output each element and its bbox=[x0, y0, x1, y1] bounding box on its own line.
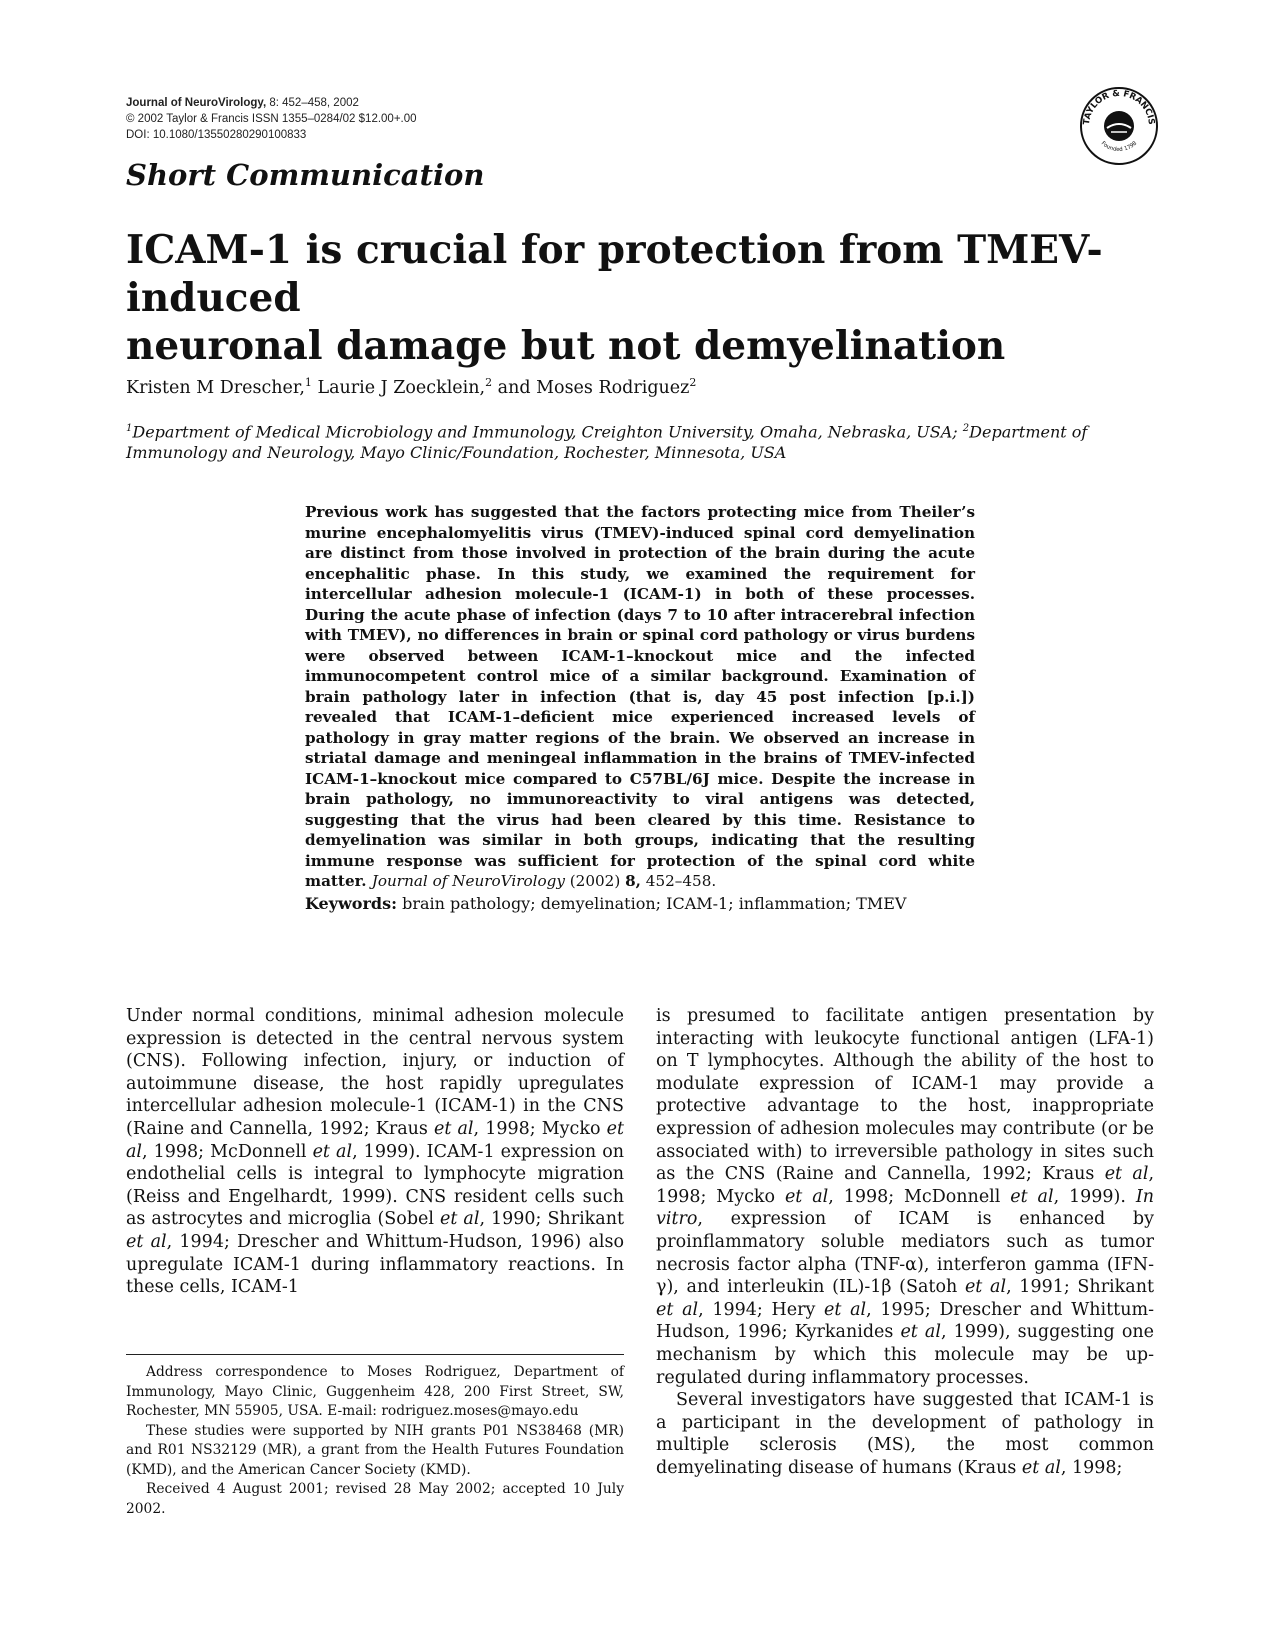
et-al: et al bbox=[656, 1299, 699, 1320]
body-text: , 1998; McDonnell bbox=[142, 1141, 313, 1162]
body-text: , 1999). ICAM-1 expression on endothelial cells is integral to lymphocyte migration (Reiss and Engelhardt, 1999). CNS resident cells such as astrocytes and microglia (Sobel bbox=[126, 1141, 625, 1230]
abstract-cite-volume: 8, bbox=[625, 872, 641, 890]
title-line-1: ICAM-1 is crucial for protection from TMEV-induced bbox=[126, 227, 1103, 321]
et-al: et al bbox=[1021, 1457, 1061, 1478]
keywords-label: Keywords: bbox=[305, 894, 398, 913]
footnotes bbox=[126, 1363, 624, 1519]
journal-name: Journal of NeuroVirology, bbox=[126, 97, 267, 109]
body-text: , 1998; McDonnell bbox=[828, 1186, 1011, 1207]
body-text: , expression of ICAM is enhanced by proinflammatory soluble mediators such as tumor necrosis factor alpha (TNF-α), interferon gamma (IFN-γ), and interleukin (IL)-1β (Satoh bbox=[656, 1209, 1154, 1298]
copyright-line: © 2002 Taylor & Francis ISSN 1355–0284/02 $12.00+.00 bbox=[126, 113, 417, 125]
body-column-left bbox=[126, 1005, 624, 1299]
abstract-text: Previous work has suggested that the factors protecting mice from Theiler’s murine encephalomyelitis virus (TMEV)-induced spinal cord demyelination are distinct from those involved in protection of the brain during the acute encephalitic phase. In this study, we examined the requirement for intercellular adhesion molecule-1 (ICAM-1) in both of these processes. During the acute phase of infection (days 7 to 10 after intracerebral infection with TMEV), no differences in brain or spinal cord pathology or virus burdens were observed between ICAM-1–knockout mice and the infected immunocompetent control mice of a similar background. Examination of brain pathology later in infection (that is, day 45 post infection [p.i.]) revealed that ICAM-1–deficient mice experienced increased levels of pathology in gray matter regions of the brain. We observed an increase in striatal damage and meningeal inflammation in the brains of TMEV-infected ICAM-1–knockout mice compared to C57BL/6J mice. Despite the increase in brain pathology, no immunoreactivity to viral antigens was detected, suggesting that the virus had been cleared by this time. Resistance to demyelination was similar in both groups, indicating that the resulting immune response was sufficient for protection of the spinal cord white matter. bbox=[305, 503, 975, 890]
intro-paragraph-2 bbox=[656, 1389, 1154, 1479]
section-label: Short Communication bbox=[126, 158, 485, 192]
affiliation-2: Department of Immunology and Neurology, Mayo Clinic/Foundation, Rochester, Minnesota, USA bbox=[126, 422, 1088, 463]
et-al: et al bbox=[784, 1186, 829, 1207]
journal-citation bbox=[126, 95, 417, 111]
publisher-logo bbox=[1078, 85, 1160, 167]
author-2: Laurie J Zoecklein, bbox=[311, 377, 486, 398]
et-al: et al bbox=[964, 1277, 1007, 1298]
journal-header bbox=[126, 95, 417, 143]
author-1-affiliation: 1 bbox=[304, 376, 312, 389]
et-al: et al bbox=[900, 1322, 941, 1343]
et-al: et al bbox=[126, 1231, 167, 1252]
body-text: , 1994; Drescher and Whittum-Hudson, 1996) also upregulate ICAM-1 during inflammatory reactions. In these cells, ICAM-1 bbox=[126, 1231, 625, 1298]
logo-founded-text: Founded 1798 bbox=[1099, 140, 1139, 154]
body-text: , 1994; Hery bbox=[698, 1299, 825, 1320]
abstract-citation bbox=[372, 872, 716, 890]
author-1: Kristen M Drescher, bbox=[126, 377, 305, 398]
abstract-cite-year: (2002) bbox=[564, 872, 626, 890]
body-text: , 1999), suggesting one mechanism by which this molecule may be up-regulated during inflammatory processes. bbox=[656, 1322, 1154, 1388]
logo-publisher-text: TAYLOR & FRANCIS bbox=[1081, 88, 1157, 126]
abstract-cite-journal: Journal of NeuroVirology bbox=[371, 872, 565, 890]
et-al: et al bbox=[312, 1141, 353, 1162]
doi-line: DOI: 10.1080/13550280290100833 bbox=[126, 129, 307, 141]
author-2-affiliation: 2 bbox=[485, 376, 493, 389]
body-text: , 1995; Drescher and Whittum-Hudson, 1996; Kyrkanides bbox=[656, 1299, 1154, 1343]
affiliation-1-marker: 1 bbox=[126, 423, 133, 434]
in-vitro: In vitro bbox=[656, 1186, 1155, 1230]
affiliation-2-marker: 2 bbox=[962, 423, 970, 434]
body-text: , 1991; Shrikant bbox=[1006, 1277, 1154, 1298]
keywords-text: brain pathology; demyelination; ICAM-1; inflammation; TMEV bbox=[397, 894, 907, 913]
journal-volume-pages: 8: 452–458, 2002 bbox=[266, 97, 359, 109]
affiliation-1: Department of Medical Microbiology and Immunology, Creighton University, Omaha, Nebraska, USA; bbox=[132, 422, 963, 442]
author-3: and Moses Rodriguez bbox=[492, 377, 690, 398]
et-al: et al bbox=[126, 1118, 624, 1162]
author-3-affiliation: 2 bbox=[689, 376, 697, 389]
body-text: , 1998; Mycko bbox=[656, 1164, 1155, 1207]
footnote-divider bbox=[126, 1354, 624, 1355]
title-line-2: neuronal damage but not demyelination bbox=[126, 323, 1006, 369]
body-text: , 1998; bbox=[1060, 1457, 1123, 1478]
et-al: et al bbox=[440, 1209, 480, 1230]
abstract bbox=[305, 502, 975, 892]
body-text: Under normal conditions, minimal adhesion molecule expression is detected in the central nervous system (CNS). Following infection, injury, or induction of autoimmune disease, the host rapidly upregulates intercellular adhesion molecule-1 (ICAM-1) in the CNS (Raine and Cannella, 1992; Kraus bbox=[126, 1006, 624, 1139]
body-text: , 1990; Shrikant bbox=[479, 1209, 625, 1230]
intro-paragraph-1 bbox=[126, 1005, 624, 1299]
abstract-cite-pages: 452–458. bbox=[640, 872, 717, 890]
footnote-correspondence: Address correspondence to Moses Rodriguez, Department of Immunology, Mayo Clinic, Guggenheim 428, 200 First Street, SW, Rochester, MN 55905, USA. E-mail: rodriguez.moses@mayo.edu bbox=[126, 1364, 624, 1419]
article-title bbox=[126, 226, 1186, 370]
body-text: , 1998; Mycko bbox=[473, 1118, 607, 1139]
footnote-received: Received 4 August 2001; revised 28 May 2002; accepted 10 July 2002. bbox=[126, 1481, 624, 1517]
keywords bbox=[305, 894, 1005, 913]
body-text: , 1999). bbox=[1053, 1186, 1136, 1207]
et-al: et al bbox=[1010, 1186, 1054, 1207]
body-text: Several investigators have suggested that ICAM-1 is a participant in the development of pathology in multiple sclerosis (MS), the most common demyelinating disease of humans (Kraus bbox=[656, 1390, 1154, 1478]
et-al: et al bbox=[434, 1118, 474, 1139]
author-list bbox=[126, 376, 696, 398]
footnote-funding: These studies were supported by NIH grants P01 NS38468 (MR) and R01 NS32129 (MR), a grant from the Health Futures Foundation (KMD), and the American Cancer Society (KMD). bbox=[126, 1422, 624, 1478]
et-al: et al bbox=[824, 1299, 867, 1320]
affiliations bbox=[126, 418, 1156, 463]
body-text: is presumed to facilitate antigen presentation by interacting with leukocyte functional antigen (LFA-1) on T lymphocytes. Although the ability of the host to modulate expression of ICAM-1 may provide a protective advantage to the host, inappropriate expression of adhesion molecules may contribute (or be associated with) to irreversible pathology in sites such as the CNS (Raine and Cannella, 1992; Kraus bbox=[656, 1006, 1154, 1185]
intro-paragraph-1-cont bbox=[656, 1005, 1154, 1389]
body-column-right bbox=[656, 1005, 1154, 1479]
et-al: et al bbox=[1104, 1164, 1149, 1185]
